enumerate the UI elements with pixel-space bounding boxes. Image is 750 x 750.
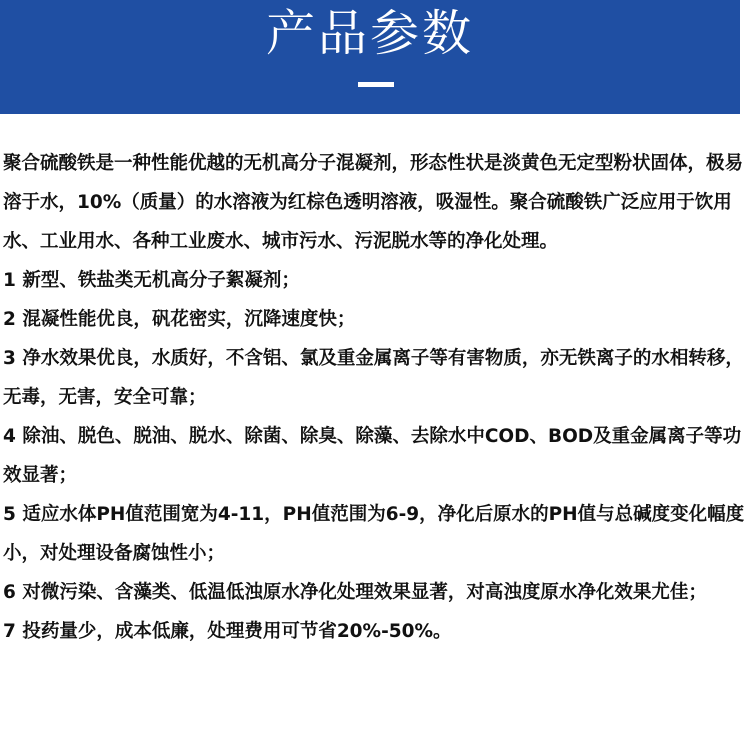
product-description: [3, 144, 747, 651]
feature-item-6: 6 对微污染、含藻类、低温低浊原水净化处理效果显著，对高浊度原水净化效果尤佳；: [3, 582, 707, 603]
feature-item-2: 2 混凝性能优良，矾花密实，沉降速度快；: [3, 309, 356, 330]
page-title: 产品参数: [265, 5, 474, 62]
intro-paragraph: 聚合硫酸铁是一种性能优越的无机高分子混凝剂，形态性状是淡黄色无定型粉状固体，极易溶于水，10%（质量）的水溶液为红棕色透明溶液，吸湿性。聚合硫酸铁广泛应用于饮用水、工业用水、各种工业废水、城市污水、污泥脱水等的净化处理。: [3, 153, 744, 252]
feature-item-4: 4 除油、脱色、脱油、脱水、除菌、除臭、除藻、去除水中COD、BOD及重金属离子等功效显著；: [3, 426, 742, 486]
title-underline: [358, 82, 394, 87]
feature-item-5: 5 适应水体PH值范围宽为4-11，PH值范围为6-9，净化后原水的PH值与总碱度变化幅度小，对处理设备腐蚀性小；: [3, 504, 745, 564]
header-banner: [0, 0, 740, 114]
feature-item-3: 3 净水效果优良，水质好，不含铝、氯及重金属离子等有害物质，亦无铁离子的水相转移，无毒，无害，安全可靠；: [3, 348, 744, 408]
feature-item-7: 7 投药量少，成本低廉，处理费用可节省20%-50%。: [3, 621, 452, 642]
feature-item-1: 1 新型、铁盐类无机高分子絮凝剂；: [3, 270, 300, 291]
